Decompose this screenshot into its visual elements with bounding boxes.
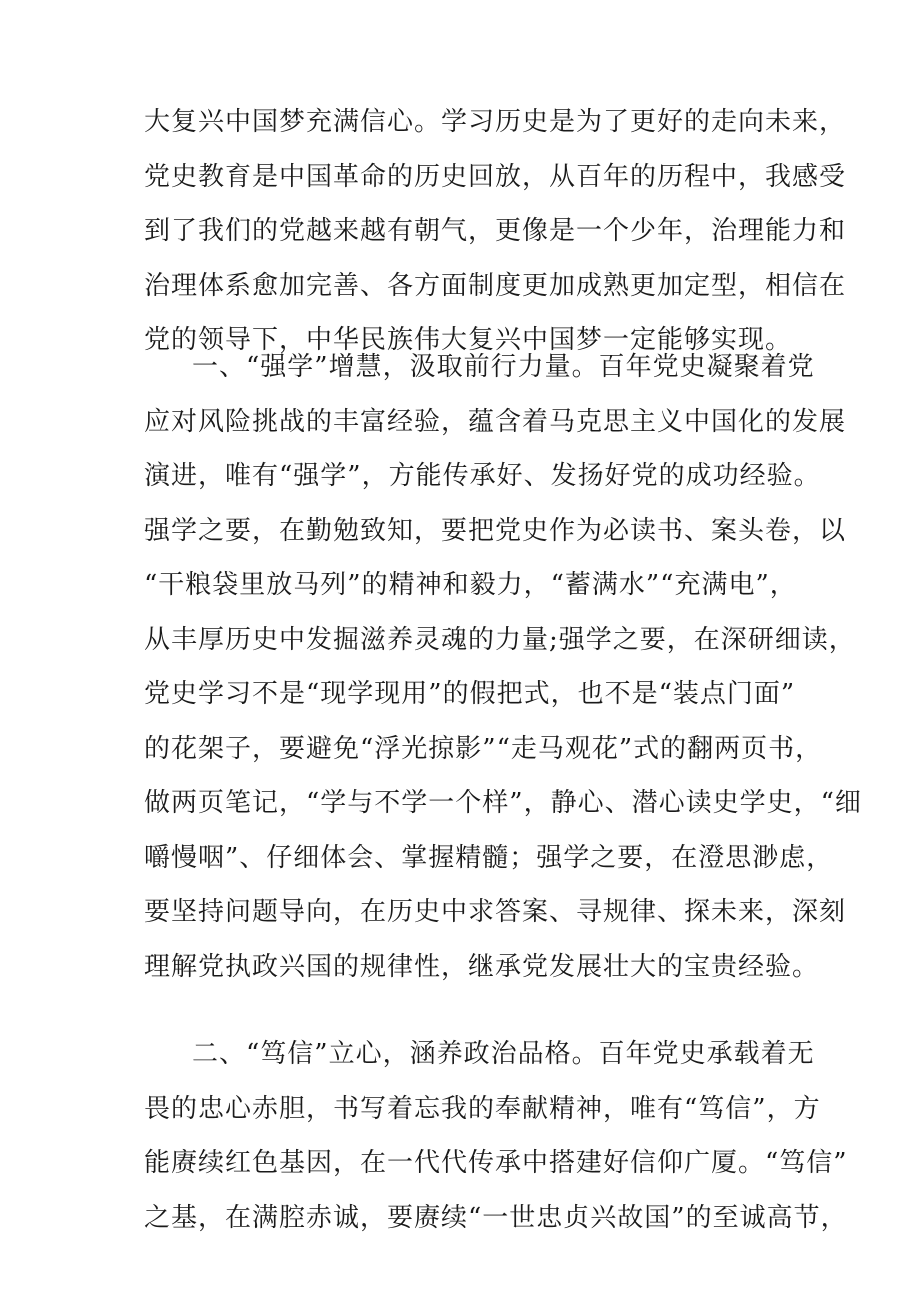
text-line: 党的领导下，中华民族伟大复兴中国梦一定能够实现。 — [144, 325, 793, 355]
text-line: 能赓续红色基因，在一代代传承中搭建好信仰广厦。“笃信” — [144, 1148, 848, 1178]
text-line: 做两页笔记，“学与不学一个样”，静心、潜心读史学史，“细 — [144, 788, 862, 818]
text-line: 畏的忠心赤胆，书写着忘我的奉献精神，唯有“笃信”，方 — [144, 1093, 821, 1124]
text-line: 到了我们的党越来越有朝气，更像是一个少年，治理能力和 — [144, 216, 847, 246]
text-line: 二、“笃信”立心，涵养政治品格。百年党史承载着无 — [192, 1039, 815, 1069]
text-line: 强学之要，在勤勉致知，要把党史作为必读书、案头卷，以 — [144, 515, 847, 546]
text-line: 要坚持问题导向，在历史中求答案、寻规律、探未来，深刻 — [144, 897, 847, 927]
text-line: 演进，唯有“强学”，方能传承好、发扬好党的成功经验。 — [144, 461, 821, 491]
paragraph-intro — [144, 95, 847, 368]
text-line: 党史学习不是“现学现用”的假把式，也不是“装点门面” — [144, 679, 796, 709]
text-line: 从丰厚历史中发掘滋养灵魂的力量;强学之要，在深研细读， — [144, 624, 856, 655]
text-line: 嚼慢咽”、仔细体会、掌握精髓；强学之要，在澄思渺虑， — [144, 842, 834, 873]
text-line: 大复兴中国梦充满信心。学习历史是为了更好的走向未来， — [144, 107, 847, 137]
paragraph-section-two — [144, 1027, 848, 1245]
text-line: 党史教育是中国革命的历史回放，从百年的历程中，我感受 — [144, 161, 847, 192]
text-line: 之基，在满腔赤诚，要赓续“一世忠贞兴故国”的至诚高节， — [144, 1202, 848, 1233]
text-line: 理解党执政兴国的规律性，继承党发展壮大的宝贵经验。 — [144, 951, 820, 982]
text-line: 应对风险挑战的丰富经验，蕴含着马克思主义中国化的发展 — [144, 406, 847, 437]
text-line: 治理体系愈加完善、各方面制度更加成熟更加定型，相信在 — [144, 270, 847, 301]
text-line: “干粮袋里放马列”的精神和毅力，“蓄满水”“充满电”， — [144, 570, 797, 600]
text-line: 的花架子，要避免“浮光掠影”“走马观花”式的翻两页书， — [144, 733, 823, 764]
text-line: 一、“强学”增慧，汲取前行力量。百年党史凝聚着党 — [192, 352, 815, 382]
